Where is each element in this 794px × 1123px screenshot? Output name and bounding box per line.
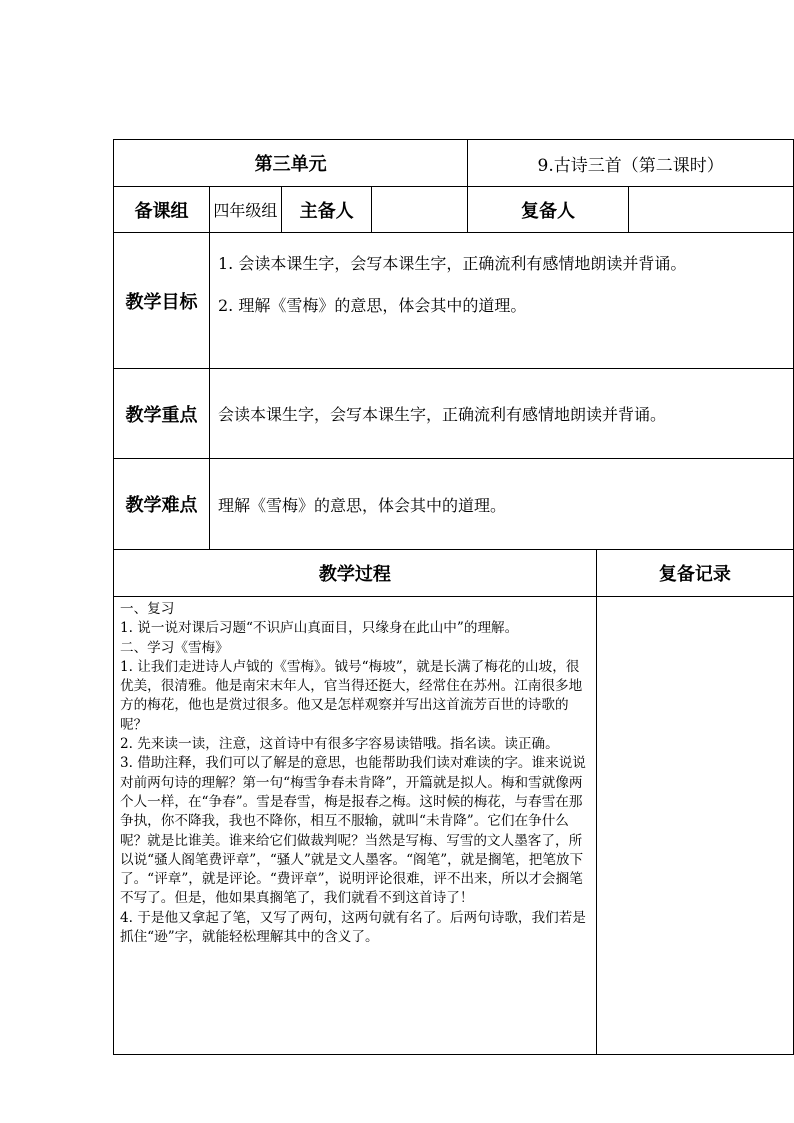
- process-header: 教学过程: [114, 550, 597, 597]
- main-preparer-label: 主备人: [281, 187, 372, 233]
- process-line: 1. 让我们走进诗人卢钺的《雪梅》。钺号“梅坡”，就是长满了梅花的山坡，很优美，很清雅。他是南宋末年人，官当得还挺大，经常住在苏州。江南很多地方的梅花，他也是赏过很多。他又是怎样观察并写出这首流芳百世的诗歌的呢？: [120, 658, 583, 733]
- process-line: 1. 说一说对课后习题“不识庐山真面目，只缘身在此山中”的理解。: [120, 620, 519, 637]
- co-preparer-label: 复备人: [468, 187, 628, 233]
- difficulties-text: 理解《雪梅》的意思，体会其中的道理。: [209, 459, 793, 550]
- unit-cell: 第三单元: [114, 140, 468, 187]
- record-header: 复备记录: [596, 550, 793, 597]
- prep-group-value: 四年级组: [209, 187, 281, 233]
- process-line: 3. 借助注释，我们可以了解是的意思，也能帮助我们读对难读的字。谁来说说对前两句诗的理解？第一句“梅雪争春未肯降”，开篇就是拟人。梅和雪就像两个人一样，在“争春”。雪是春雪，梅是报春之梅。这时候的梅花，与春雪在那争执，你不降我，我也不降你，相互不服输，就叫“未肯降”。它们在争什么呢？就是比谁美。谁来给它们做裁判呢？当然是写梅、写雪的文人墨客了，所以说“骚人阁笔费评章”，“骚人”就是文人墨客。“阁笔”，就是搁笔，把笔放下了。“评章”，就是评论。“费评章”，说明评论很难，评不出来，所以才会搁笔不写了。但是，他如果真搁笔了，我们就看不到这首诗了！: [120, 755, 586, 907]
- lesson-title: 9.古诗三首（第二课时）: [468, 140, 794, 187]
- co-preparer-value: [628, 187, 793, 233]
- goal-item: 2. 理解《雪梅》的意思，体会其中的道理。: [217, 296, 527, 315]
- process-line: 2. 先来读一读，注意，这首诗中有很多字容易读错哦。指名读。读正确。: [120, 736, 559, 753]
- key-points-label: 教学重点: [114, 369, 210, 459]
- goals-label: 教学目标: [114, 233, 210, 369]
- goal-item: 1. 会读本课生字，会写本课生字，正确流利有感情地朗读并背诵。: [217, 254, 687, 273]
- prep-group-label: 备课组: [114, 187, 210, 233]
- goals-content: [209, 233, 793, 369]
- process-line: 一、复习: [120, 601, 175, 617]
- record-content: [596, 597, 793, 1055]
- process-content: [114, 597, 597, 1055]
- main-preparer-value: [372, 187, 468, 233]
- key-points-text: 会读本课生字，会写本课生字，正确流利有感情地朗读并背诵。: [209, 369, 793, 459]
- process-line: 二、学习《雪梅》: [120, 639, 229, 656]
- difficulties-label: 教学难点: [114, 459, 210, 550]
- process-line: 4. 于是他又拿起了笔，又写了两句，这两句就有名了。后两句诗歌，我们若是抓住“逊”字，就能轻松理解其中的含义了。: [120, 909, 586, 946]
- lesson-plan-table: [113, 139, 794, 1055]
